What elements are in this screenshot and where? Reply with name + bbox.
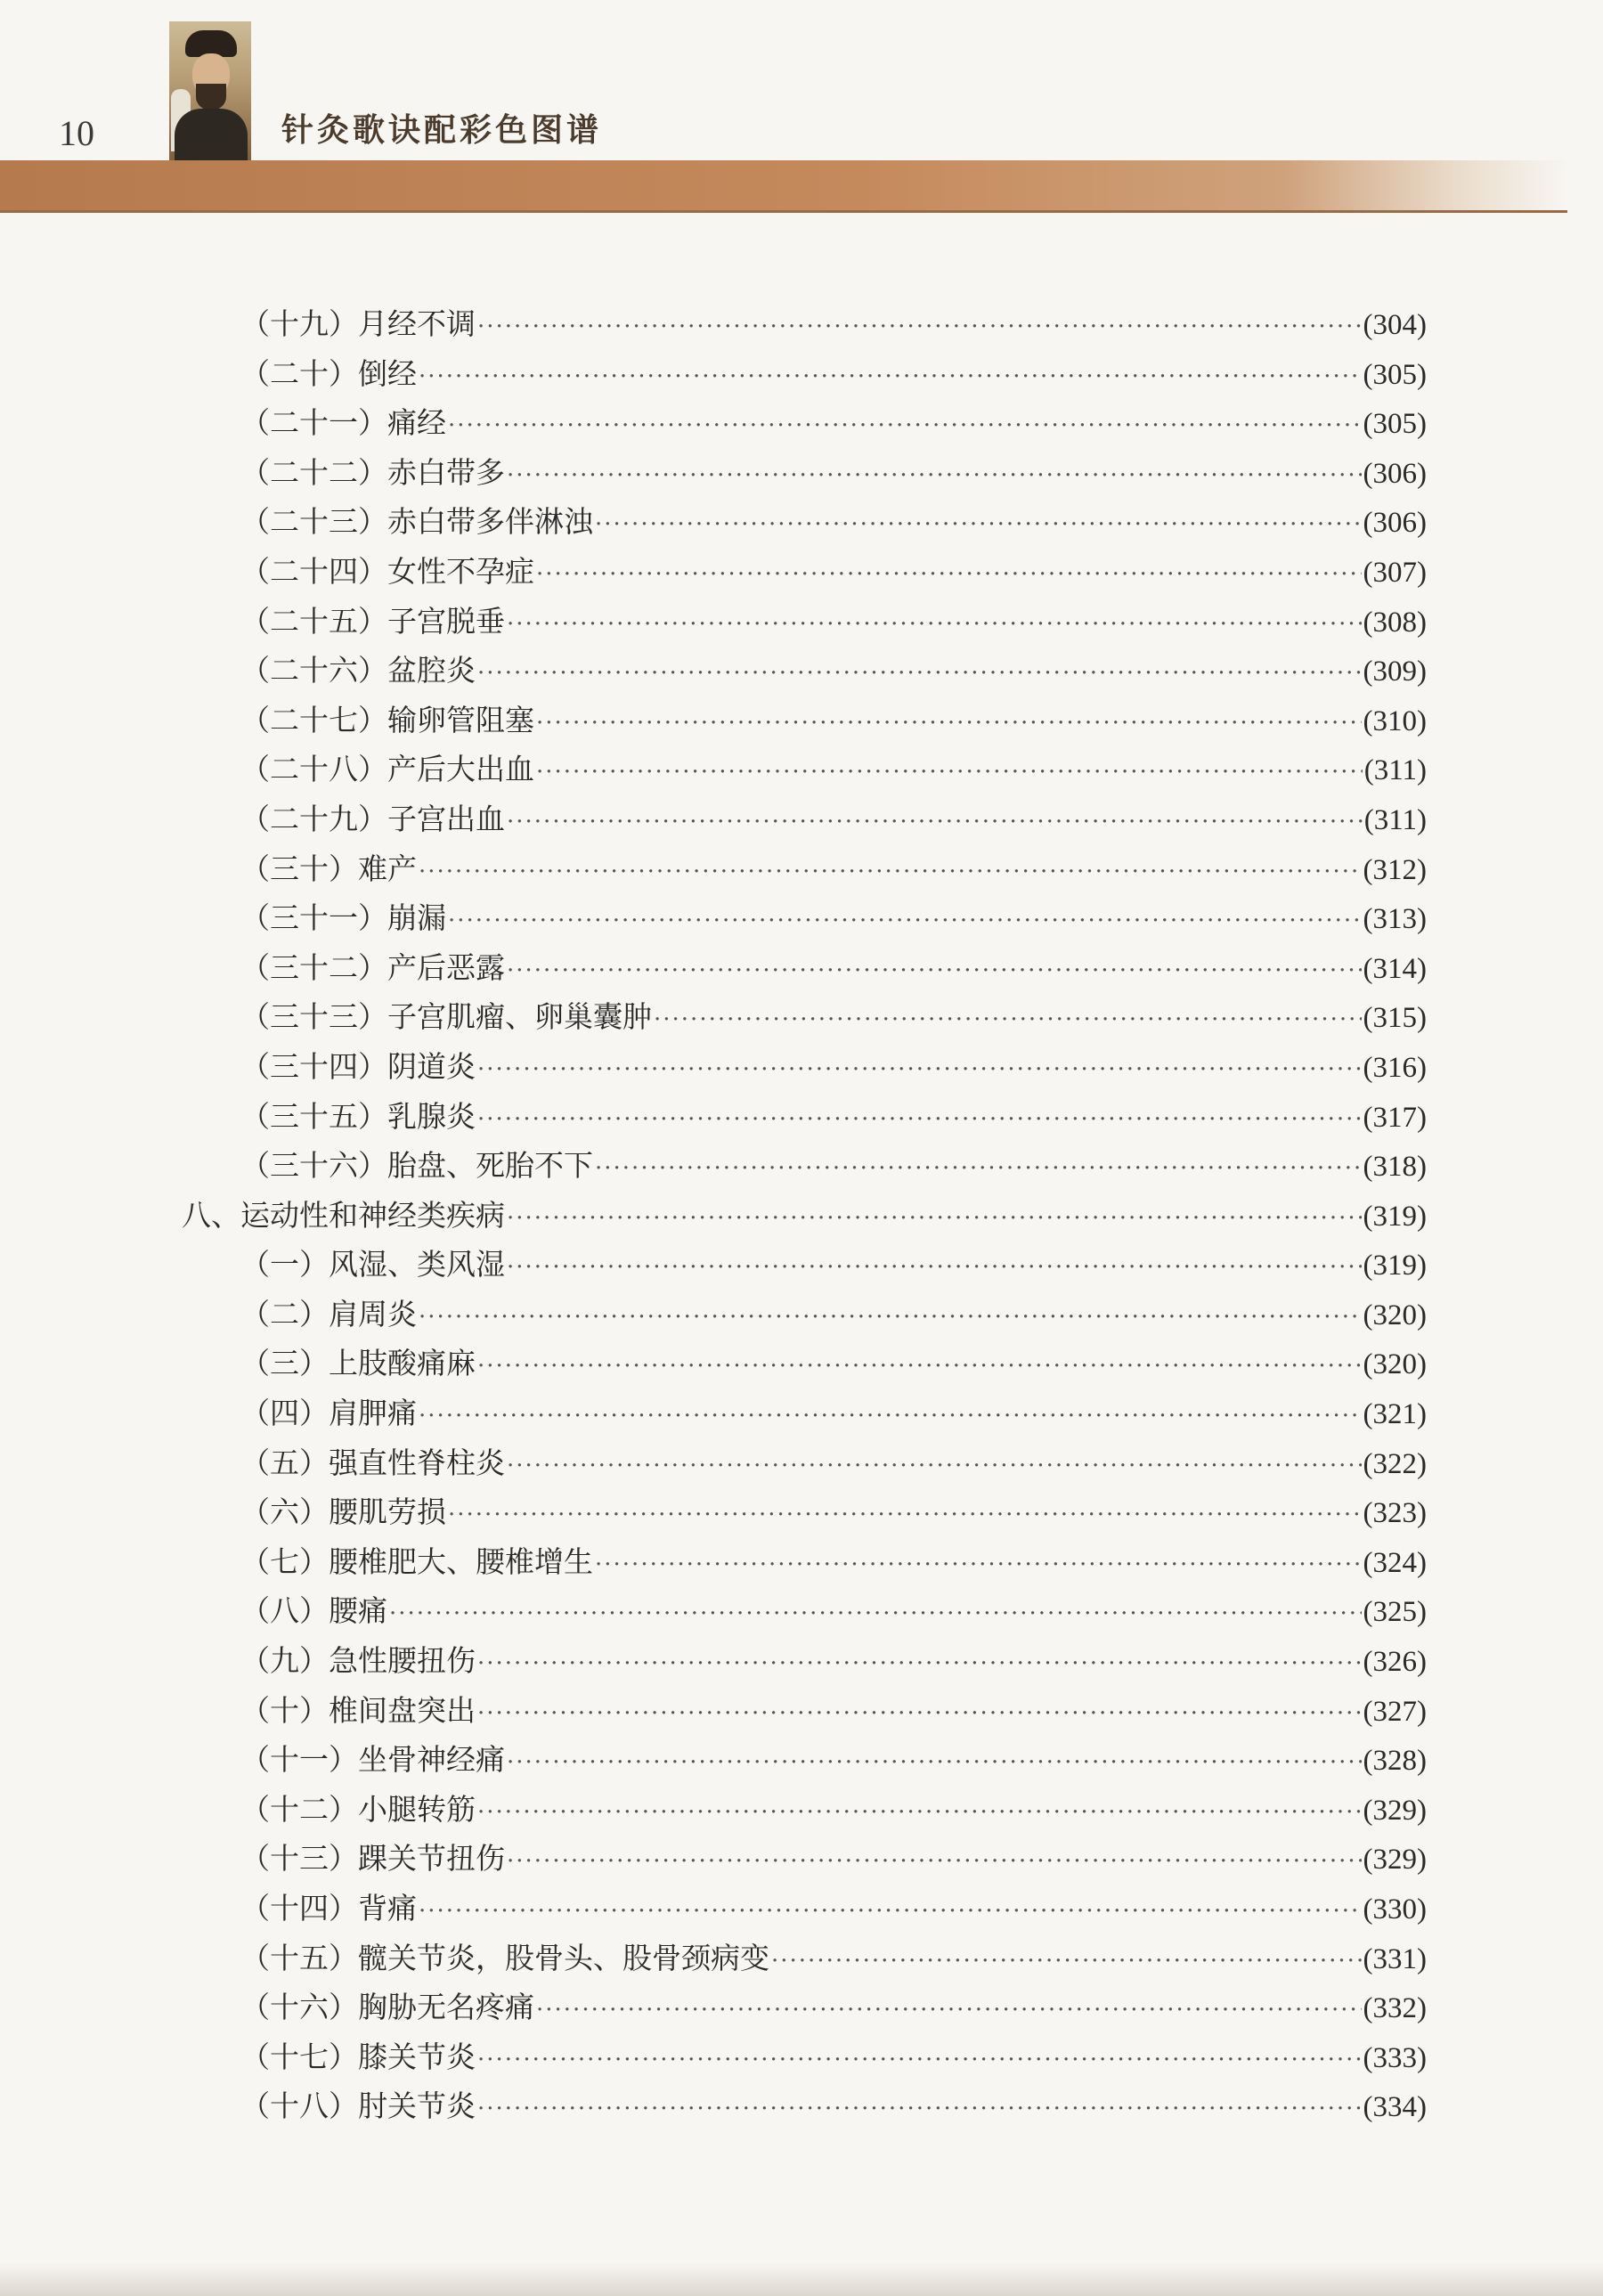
toc-entry-page: (310): [1363, 704, 1427, 737]
toc-dot-leader: [536, 759, 1363, 786]
toc-dot-leader: [477, 313, 1362, 340]
toc-entry-page: (319): [1363, 1250, 1427, 1282]
toc-entry: [240, 1737, 1427, 1787]
toc-entry-label: （十七）膝关节炎: [240, 2039, 476, 2074]
toc-entry: [240, 697, 1427, 747]
toc-entry-page: (317): [1363, 1101, 1427, 1134]
toc-entry: [240, 1440, 1427, 1490]
toc-dot-leader: [419, 1304, 1362, 1331]
toc-entry-page: (315): [1363, 1002, 1427, 1035]
toc-entry-label: （十一）坐骨神经痛: [240, 1742, 505, 1778]
toc-entry-page: (320): [1363, 1348, 1427, 1381]
page-bottom-edge: [0, 2262, 1603, 2296]
toc-entry-page: (308): [1363, 606, 1427, 639]
toc-entry-page: (329): [1363, 1844, 1427, 1877]
toc-entry: [240, 1242, 1427, 1291]
toc-section-heading: [182, 1193, 1427, 1242]
toc-entry-label: （一）风湿、类风湿: [240, 1247, 505, 1282]
toc-dot-leader: [654, 1006, 1362, 1033]
toc-dot-leader: [448, 1502, 1362, 1528]
toc-entry-label: （三十三）子宫肌瘤、卵巢囊肿: [240, 999, 652, 1035]
toc-entry-label: （七）腰椎肥大、腰椎增生: [240, 1543, 593, 1579]
toc-dot-leader: [536, 1997, 1362, 2023]
toc-entry-label: （三十六）胎盘、死胎不下: [240, 1148, 593, 1184]
toc-entry-page: (316): [1363, 1051, 1427, 1084]
toc-entry-page: (322): [1363, 1447, 1427, 1480]
toc-entry-page: (305): [1363, 358, 1427, 391]
toc-entry: [240, 351, 1427, 401]
toc-entry-label: 八、运动性和神经类疾病: [182, 1197, 505, 1233]
toc-entry: [240, 945, 1427, 995]
toc-entry-label: （二十七）输卵管阻塞: [240, 702, 534, 737]
toc-entry-label: （五）强直性脊柱炎: [240, 1445, 505, 1480]
toc-entry-page: (326): [1363, 1646, 1427, 1679]
toc-entry-label: （二十九）子宫出血: [240, 801, 505, 836]
toc-dot-leader: [448, 908, 1362, 934]
toc-entry-page: (306): [1363, 457, 1427, 490]
toc-dot-leader: [477, 2047, 1362, 2073]
toc-dot-leader: [477, 1353, 1362, 1380]
toc-entry-label: （十三）踝关节扭伤: [240, 1841, 505, 1877]
toc-dot-leader: [507, 809, 1363, 835]
toc-dot-leader: [507, 462, 1362, 489]
toc-entry-label: （三十一）崩漏: [240, 900, 446, 936]
toc-entry-label: （六）腰肌劳损: [240, 1494, 446, 1530]
toc-entry-label: （三十五）乳腺炎: [240, 1098, 476, 1134]
toc-dot-leader: [507, 1749, 1362, 1776]
toc-entry: [240, 1094, 1427, 1144]
toc-entry-label: （二十）倒经: [240, 355, 417, 391]
toc-entry-label: （二十二）赤白带多: [240, 454, 505, 490]
toc-entry-label: （十四）背痛: [240, 1891, 417, 1926]
toc-entry-label: （二十一）痛经: [240, 405, 446, 441]
toc-entry: [240, 1044, 1427, 1094]
toc-entry: [240, 796, 1427, 846]
toc-entry-page: (307): [1363, 556, 1427, 589]
toc-entry-page: (324): [1363, 1546, 1427, 1579]
toc-entry: [240, 1489, 1427, 1539]
toc-entry-label: （二）肩周炎: [240, 1296, 417, 1331]
toc-entry-label: （八）腰痛: [240, 1593, 387, 1629]
toc-entry-label: （二十六）盆腔炎: [240, 653, 476, 688]
toc-entry-page: (309): [1363, 655, 1427, 688]
toc-entry-page: (331): [1363, 1942, 1427, 1975]
toc-dot-leader: [507, 1453, 1362, 1479]
toc-entry: [240, 1638, 1427, 1688]
toc-entry-page: (323): [1363, 1497, 1427, 1530]
toc-dot-leader: [477, 1106, 1362, 1133]
toc-entry: [240, 549, 1427, 598]
toc-entry-label: （二十三）赤白带多伴淋浊: [240, 504, 593, 540]
toc-entry: [240, 1390, 1427, 1440]
toc-entry: [240, 846, 1427, 896]
toc-entry-label: （二十五）子宫脱垂: [240, 603, 505, 639]
toc-entry: [240, 1588, 1427, 1638]
toc-entry: [240, 400, 1427, 450]
page-number: 10: [59, 113, 94, 153]
book-title: 针灸歌诀配彩色图谱: [281, 112, 603, 149]
toc-entry: [240, 647, 1427, 697]
toc-dot-leader: [477, 1056, 1362, 1083]
toc-entry-label: （十二）小腿转筋: [240, 1791, 476, 1827]
toc-entry-page: (319): [1363, 1200, 1427, 1233]
toc-entry-page: (321): [1363, 1398, 1427, 1431]
toc-entry: [240, 1836, 1427, 1885]
toc-entry-label: （十五）髋关节炎，股骨头、股骨颈病变: [240, 1940, 769, 1975]
toc-dot-leader: [507, 611, 1362, 638]
toc-dot-leader: [507, 1848, 1362, 1875]
toc-entry: [240, 1787, 1427, 1836]
toc-entry-label: （十）椎间盘突出: [240, 1692, 476, 1728]
toc-entry: [240, 2083, 1427, 2133]
toc-entry: [240, 994, 1427, 1044]
toc-entry-page: (304): [1363, 309, 1427, 341]
classical-portrait-icon: [169, 21, 251, 162]
toc-dot-leader: [419, 1403, 1362, 1429]
toc-entry-page: (328): [1363, 1745, 1427, 1778]
toc-dot-leader: [477, 1650, 1362, 1677]
toc-entry-label: （二十八）产后大出血: [240, 752, 534, 787]
toc-dot-leader: [419, 859, 1362, 885]
toc-entry-page: (311): [1363, 754, 1427, 787]
toc-dot-leader: [389, 1600, 1362, 1627]
toc-entry-label: （三）上肢酸痛麻: [240, 1346, 476, 1381]
toc-entry-page: (311): [1363, 803, 1427, 836]
toc-dot-leader: [536, 710, 1362, 737]
toc-entry-page: (329): [1363, 1794, 1427, 1827]
toc-entry-page: (305): [1363, 408, 1427, 441]
toc-entry: [240, 1340, 1427, 1390]
toc-entry: [240, 1539, 1427, 1589]
toc-dot-leader: [507, 957, 1362, 984]
toc-entry-page: (314): [1363, 952, 1427, 985]
toc-dot-leader: [477, 1799, 1362, 1826]
toc-entry: [240, 301, 1427, 351]
header-band: [0, 160, 1567, 212]
toc-dot-leader: [477, 660, 1362, 687]
header-divider: [0, 210, 1567, 213]
toc-dot-leader: [771, 1948, 1362, 1974]
toc-entry-label: （四）肩胛痛: [240, 1396, 417, 1431]
toc-entry-label: （十六）胸胁无名疼痛: [240, 1990, 534, 2025]
toc-dot-leader: [595, 1155, 1362, 1182]
toc-entry: [240, 499, 1427, 549]
toc-dot-leader: [595, 1551, 1362, 1578]
toc-dot-leader: [507, 1205, 1362, 1232]
toc-entry: [240, 1984, 1427, 2034]
toc-entry: [240, 895, 1427, 945]
toc-entry-page: (312): [1363, 853, 1427, 886]
toc-entry-page: (330): [1363, 1893, 1427, 1926]
toc-entry: [240, 1143, 1427, 1193]
toc-entry: [240, 1688, 1427, 1738]
toc-entry-page: (313): [1363, 903, 1427, 936]
toc-entry: [240, 2034, 1427, 2084]
toc-dot-leader: [448, 412, 1362, 439]
toc-entry: [240, 1291, 1427, 1341]
toc-dot-leader: [477, 1700, 1362, 1727]
toc-entry-page: (327): [1363, 1695, 1427, 1728]
toc-entry-label: （十八）肘关节炎: [240, 2088, 476, 2124]
toc-dot-leader: [595, 511, 1362, 538]
toc-entry-label: （三十二）产后恶露: [240, 949, 505, 985]
toc-entry-page: (334): [1363, 2091, 1427, 2124]
toc-entry: [240, 1935, 1427, 1985]
table-of-contents: [183, 301, 1427, 2133]
toc-entry-label: （三十）难产: [240, 851, 417, 886]
toc-entry-page: (333): [1363, 2041, 1427, 2074]
toc-entry: [240, 598, 1427, 648]
toc-dot-leader: [507, 1254, 1362, 1281]
toc-dot-leader: [477, 2096, 1362, 2122]
toc-entry-label: （十九）月经不调: [240, 306, 476, 341]
toc-entry-label: （三十四）阴道炎: [240, 1048, 476, 1084]
toc-entry: [240, 746, 1427, 796]
toc-dot-leader: [419, 363, 1362, 390]
toc-entry-page: (332): [1363, 1992, 1427, 2025]
toc-entry-page: (325): [1363, 1596, 1427, 1629]
toc-entry-page: (318): [1363, 1151, 1427, 1184]
toc-entry: [240, 1885, 1427, 1935]
toc-dot-leader: [536, 561, 1362, 588]
toc-entry-page: (306): [1363, 507, 1427, 540]
toc-entry-page: (320): [1363, 1299, 1427, 1331]
toc-dot-leader: [419, 1898, 1362, 1925]
toc-entry-label: （九）急性腰扭伤: [240, 1643, 476, 1679]
toc-entry: [240, 450, 1427, 500]
toc-entry-label: （二十四）女性不孕症: [240, 553, 534, 589]
